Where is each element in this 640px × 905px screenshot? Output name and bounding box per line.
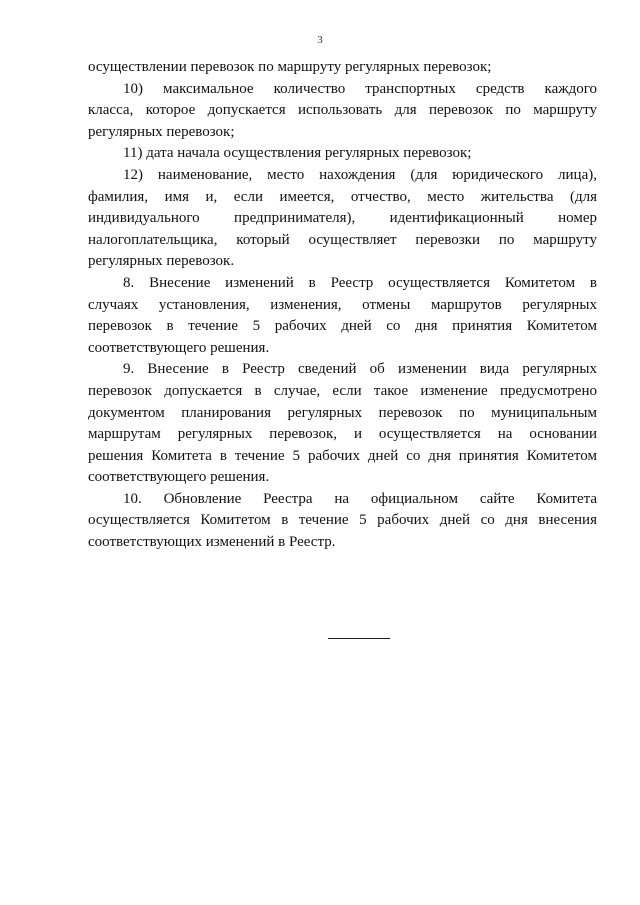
text-line: 10) максимальное количество транспортных средств каждого [123, 80, 597, 97]
page-number: 3 [317, 34, 323, 46]
text-line: 8. Внесение изменений в Реестр осуществляется Комитетом в [123, 274, 597, 291]
text-line: 10. Обновление Реестра на официальном сайте Комитета [123, 490, 597, 507]
text-line: 12) наименование, место нахождения (для юридического лица), [123, 166, 597, 183]
text-line: осуществляется Комитетом в течение 5 рабочих дней со дня внесения [88, 512, 597, 529]
text-line: соответствующего решения. [88, 469, 270, 486]
text-line: налогоплательщика, который осуществляет перевозки по маршруту [88, 231, 597, 248]
text-line: регулярных перевозок; [88, 123, 235, 140]
document-body [88, 57, 597, 554]
text-line: соответствующего решения. [88, 339, 270, 356]
text-line: класса, которое допускается использовать для перевозок по маршруту [88, 102, 597, 119]
text-line: фамилия, имя и, если имеется, отчество, место жительства (для [88, 188, 597, 205]
text-line: 11) дата начала осуществления регулярных перевозок; [123, 145, 472, 162]
text-line: перевозок в течение 5 рабочих дней со дня принятия Комитетом [88, 318, 597, 335]
text-line: осуществлении перевозок по маршруту регулярных перевозок; [88, 59, 492, 75]
text-line: случаях установления, изменения, отмены маршрутов регулярных [88, 296, 597, 313]
text-line: соответствующих изменений в Реестр. [88, 534, 336, 551]
text-line: перевозок допускается в случае, если такое изменение предусмотрено [88, 382, 597, 399]
text-line: 9. Внесение в Реестр сведений об изменении вида регулярных [123, 361, 597, 378]
text-line: регулярных перевозок. [88, 253, 235, 270]
text-line: маршрутам регулярных перевозок, и осуществляется на основании [88, 426, 597, 443]
end-divider [328, 638, 390, 639]
text-line: документом планирования регулярных перевозок по муниципальным [88, 404, 597, 421]
text-line: индивидуального предпринимателя), идентификационный номер [88, 210, 597, 227]
text-line: решения Комитета в течение 5 рабочих дней со дня принятия Комитетом [88, 447, 597, 464]
